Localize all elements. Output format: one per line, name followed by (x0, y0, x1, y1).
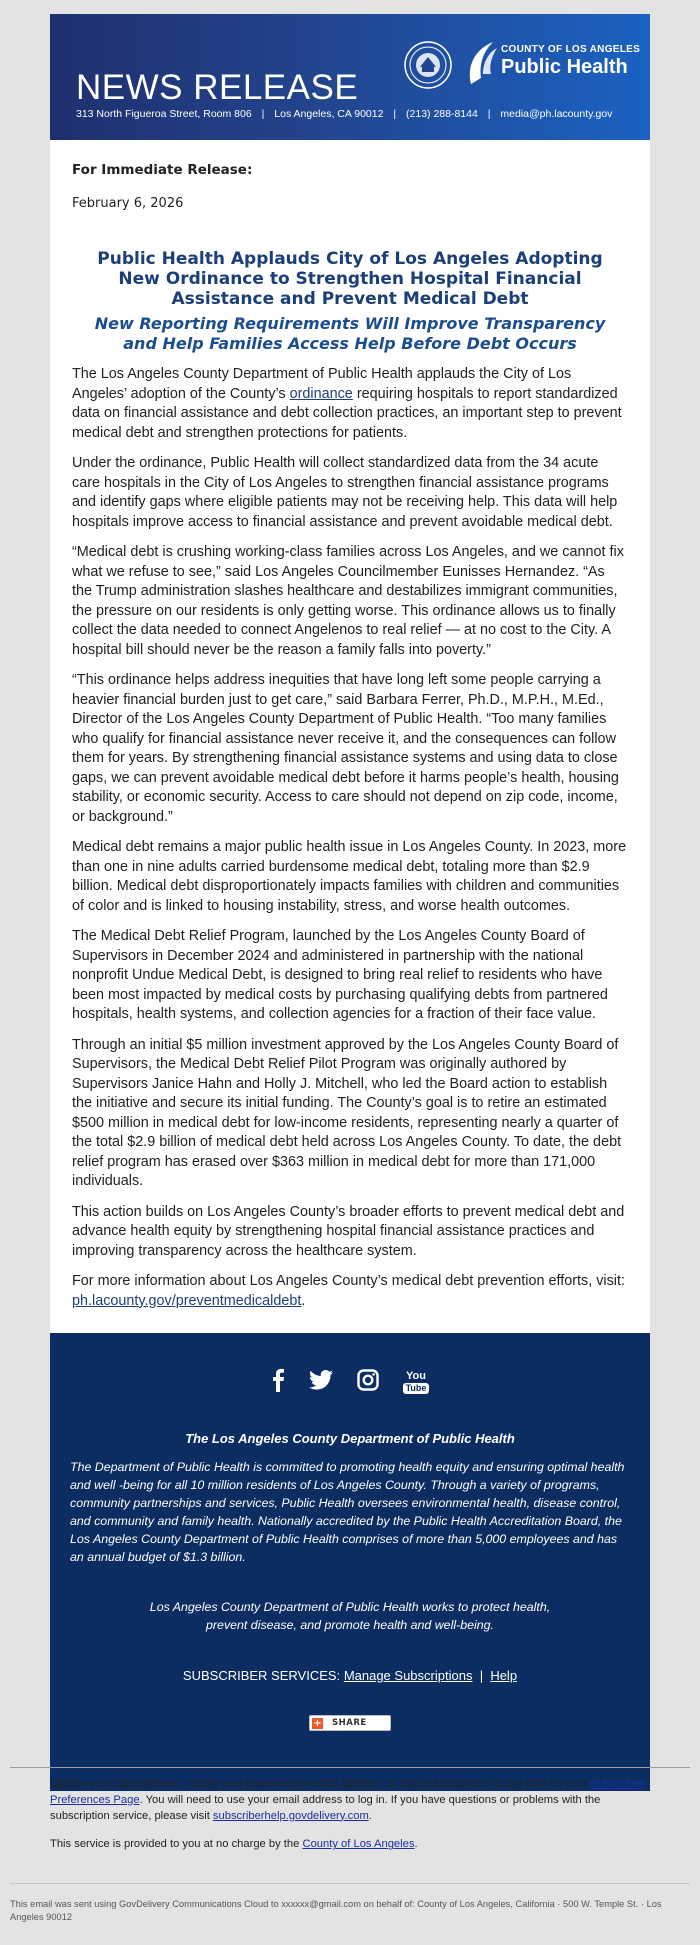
share-button[interactable] (309, 1715, 391, 1731)
address-separator: | (487, 108, 491, 120)
social-links (50, 1367, 650, 1397)
subheadline: New Reporting Requirements Will Improve Transparency and Help Families Access Help Before Debt Occurs (94, 314, 606, 353)
address-street: 313 North Figueroa Street, Room 806 (76, 108, 252, 120)
department-footer (50, 1333, 650, 1791)
facebook-icon[interactable] (271, 1368, 285, 1396)
brand-public-health-label: Public Health (501, 56, 628, 78)
prevent-medical-debt-link[interactable]: ph.lacounty.gov/preventmedicaldebt (72, 1292, 302, 1309)
subscriberhelp-link[interactable]: subscriberhelp.govdelivery.com (212, 1809, 369, 1822)
headline: Public Health Applauds City of Los Angeles Adopting New Ordinance to Strengthen Hospital Financial Assistance and Prevent Medical Debt (97, 249, 603, 309)
update-text: Update your subscriptions, modify your password or email address, or stop subscriptions at any time on your (50, 1778, 591, 1790)
share-label: SHARE (332, 1718, 367, 1728)
ordinance-link[interactable]: ordinance (289, 385, 353, 402)
paragraph: Through an initial $5 million investment approved by the Los Angeles County Board of Supervisors, the Medical Debt Relief Pilot Program was originally authored by Supervisors Janice Hahn and Holly J. Mitchell, who led the Board action to establish the initiative and secure its initial funding. The County’s goal is to retire an estimated $500 million in medical debt for low-income residents, representing nearly a quarter of the total $2.9 billion of medical debt held across Los Angeles County. To date, the debt relief program has erased over $363 million in medical debt for more than 171,000 individuals. (72, 1036, 622, 1189)
update-subscriptions-text (50, 1777, 650, 1824)
subscriber-preferences-link[interactable]: Subscriber Preferences Page (50, 1778, 644, 1806)
share-plus-icon: + (313, 1718, 322, 1729)
help-link[interactable]: Help (490, 1668, 518, 1683)
manage-subscriptions-link[interactable]: Manage Subscriptions (343, 1668, 473, 1683)
paragraph: “This ordinance helps address inequities that have long left some people carrying a heavier financial burden just to get care,” said Barbara Ferrer, Ph.D., M.P.H., M.Ed., Director of the Los Angeles County Department of Public Health. “Too many families who qualify for financial assistance never receive it, and the consequences can follow them for years. By strengthening financial assistance systems and using data to close gaps, we can prevent avoidable medical debt before it harms people’s health, housing stability, or economic security. Access to care should not depend on zip code, income, or background.” (72, 672, 619, 825)
subscriber-services (50, 1668, 650, 1683)
paragraph-text: requiring hospitals to report standardized data on financial assistance and debt collection practices, an important step to prevent medical debt and strengthen protections for patients. (72, 385, 622, 441)
public-health-swoosh-icon (463, 38, 499, 88)
youtube-top-label: You (406, 1369, 426, 1382)
subscriber-separator: | (479, 1668, 484, 1683)
county-seal-icon (403, 40, 453, 90)
govdelivery-fine-print: This email was sent using GovDelivery Communications Cloud to xxxxxx@gmail.com on behalf of: County of Los Angeles, California · 500 W. Temple St. · Los Angeles 90012 (10, 1899, 662, 1922)
brand-county-label: COUNTY OF LOS ANGELES (501, 44, 641, 55)
department-description: The Department of Public Health is committed to promoting health equity and ensuring optimal health and well -being for all 10 million residents of Los Angeles County. Through a variety of programs, community partnerships and services, Public Health oversees environmental health, disease control, and community and family health. Nationally accredited by the Public Health Accreditation Board, the Los Angeles County Department of Public Health comprises of more than 5,000 employees and has an annual budget of $1.3 billion. (70, 1460, 625, 1564)
more-info-text: For more information about Los Angeles County’s medical debt prevention efforts, visit: (72, 1273, 625, 1289)
youtube-icon[interactable] (403, 1371, 429, 1394)
article-body (50, 162, 650, 1311)
subscription-footer (0, 1767, 700, 1923)
news-release-banner (50, 14, 650, 140)
paragraph: “Medical debt is crushing working-class families across Los Angeles, and we cannot fix what we refuse to see,” said Los Angeles Councilmember Eunisses Hernandez. “As the Trump administration slashes healthcare and destabilizes immigrant communities, the pressure on our residents is only getting worse. This ordinance allows us to finally collect the data needed to connect Angelenos to real relief — at no cost to the City. A hospital bill should never be the reason a family falls into poverty.” (72, 544, 624, 658)
youtube-bottom-label: Tube (403, 1383, 429, 1394)
service-text: This service is provided to you at no charge by the (50, 1838, 303, 1851)
paragraph-text: The Los Angeles County Department of Public Health applauds the City of Los Angeles’ adoption of the County’s (72, 366, 572, 402)
address-phone: (213) 288-8144 (406, 108, 478, 120)
instagram-icon[interactable] (357, 1369, 379, 1395)
address-email: media@ph.lacounty.gov (500, 108, 613, 120)
county-of-los-angeles-link[interactable]: County of Los Angeles (302, 1838, 415, 1851)
paragraph: The Medical Debt Relief Program, launched by the Los Angeles County Board of Supervisors in December 2024 and administered in partnership with the national nonprofit Undue Medical Debt, is designed to bring real relief to residents who have been most impacted by medical costs by purchasing qualifying debts from partnered hospitals, health systems, and collection agencies for a fraction of their face value. (72, 928, 608, 1022)
department-title: The Los Angeles County Department of Public Health (185, 1431, 515, 1446)
address-separator: | (393, 108, 397, 120)
service-provided-text (50, 1837, 650, 1853)
department-mission: Los Angeles County Department of Public Health works to protect health, prevent disease, and promote health and well-being. (149, 1600, 551, 1632)
contact-address-line (76, 108, 630, 120)
address-separator: | (261, 108, 265, 120)
paragraph (72, 365, 628, 443)
paragraph: Under the ordinance, Public Health will collect standardized data from the 34 acute care hospitals in the City of Los Angeles to strengthen financial assistance programs and identify gaps where eligible patients may not be receiving help. This data will help hospitals improve access to financial assistance and prevent avoidable medical debt. (72, 455, 618, 530)
address-city: Los Angeles, CA 90012 (274, 108, 384, 120)
subscriber-services-label: SUBSCRIBER SERVICES: (182, 1668, 341, 1683)
subscription-info (0, 1768, 700, 1853)
release-label: For Immediate Release: (72, 162, 253, 178)
paragraph: Medical debt remains a major public health issue in Los Angeles County. In 2023, more than one in nine adults carried burdensome medical debt, totaling more than $2.9 billion. Medical debt disproportionately impacts families with children and communities of color and is linked to housing instability, stress, and worse health outcomes. (72, 839, 627, 914)
more-info-paragraph (72, 1272, 628, 1311)
update-text: . You will need to use your email address to log in. If you have questions or problems with the subscription service, please visit (50, 1793, 601, 1822)
paragraph: This action builds on Los Angeles County’s broader efforts to prevent medical debt and advance health equity by strengthening hospital financial assistance practices and improving transparency across the healthcare system. (72, 1203, 625, 1259)
email-card (50, 14, 650, 1791)
twitter-icon[interactable] (309, 1370, 333, 1394)
public-health-logo (463, 36, 641, 92)
release-date: February 6, 2026 (72, 196, 184, 211)
more-info-end: . (301, 1292, 306, 1309)
update-text: . (368, 1809, 372, 1822)
service-text: . (414, 1838, 418, 1851)
banner-title: NEWS RELEASE (76, 68, 359, 107)
